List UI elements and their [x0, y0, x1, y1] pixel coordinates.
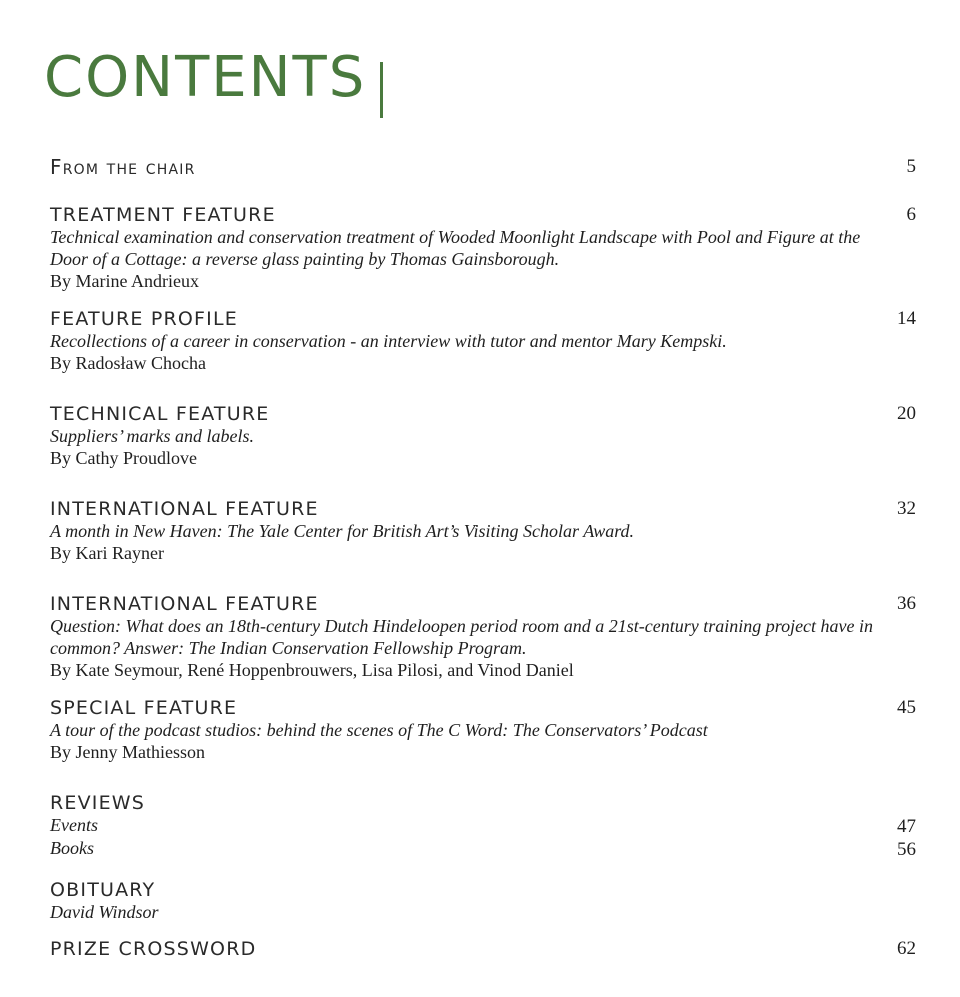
toc-entry-special-feature[interactable] [50, 697, 916, 763]
review-label: Events [50, 815, 98, 835]
review-item-books[interactable] [50, 837, 916, 860]
page-title: CONTENTS [44, 45, 367, 110]
toc-entry-from-the-chair[interactable] [50, 156, 916, 178]
toc-entry-international-feature[interactable] [50, 593, 916, 681]
entry-author: By Radosław Chocha [50, 353, 206, 373]
page-number: 6 [906, 204, 916, 225]
entry-description: A tour of the podcast studios: behind the scenes of The C Word: The Conservators’ Podcast [50, 720, 708, 740]
entry-heading: TREATMENT FEATURE [50, 204, 276, 226]
entry-heading: FEATURE PROFILE [50, 308, 238, 330]
page-number: 5 [906, 156, 916, 177]
page-number: 32 [897, 498, 916, 519]
page-number: 45 [897, 697, 916, 718]
entry-heading: SPECIAL FEATURE [50, 697, 238, 719]
entry-heading: PRIZE CROSSWORD [50, 938, 257, 960]
entry-heading: TECHNICAL FEATURE [50, 403, 270, 425]
page-number: 36 [897, 593, 916, 614]
toc-entry-prize-crossword[interactable] [50, 938, 916, 960]
entry-author: By Marine Andrieux [50, 271, 199, 291]
toc-entry-feature-profile[interactable] [50, 308, 916, 374]
page-number: 20 [897, 403, 916, 424]
entry-heading: From the chair [50, 155, 196, 179]
entry-author: By Jenny Mathiesson [50, 742, 205, 762]
entry-author: By Cathy Proudlove [50, 448, 197, 468]
toc-entry-technical-feature[interactable] [50, 403, 916, 469]
entry-heading: INTERNATIONAL FEATURE [50, 498, 319, 520]
review-item-events[interactable] [50, 814, 916, 837]
toc-entry-reviews [50, 792, 916, 860]
toc-entry-obituary[interactable] [50, 879, 916, 923]
review-label: Books [50, 838, 94, 858]
entry-heading: OBITUARY [50, 879, 156, 901]
page-number: 56 [897, 839, 916, 860]
entry-heading: REVIEWS [50, 792, 146, 814]
entry-author: By Kari Rayner [50, 543, 164, 563]
entry-heading: INTERNATIONAL FEATURE [50, 593, 319, 615]
toc-entry-treatment-feature[interactable] [50, 204, 916, 292]
page-number: 14 [897, 308, 916, 329]
page-number: 47 [897, 816, 916, 837]
entry-description: Recollections of a career in conservation - an interview with tutor and mentor Mary Kempski. [50, 331, 727, 351]
title-divider [380, 62, 383, 118]
page-number: 62 [897, 938, 916, 959]
entry-description: Question: What does an 18th-century Dutch Hindeloopen period room and a 21st-century training project have in common? Answer: The Indian Conservation Fellowship Program. [50, 616, 874, 658]
toc-entry-international-feature[interactable] [50, 498, 916, 564]
entry-description: Technical examination and conservation treatment of Wooded Moonlight Landscape with Pool and Figure at the Door of a Cottage: a reverse glass painting by Thomas Gainsborough. [50, 227, 861, 269]
entry-description: Suppliers’ marks and labels. [50, 426, 254, 446]
entry-description: David Windsor [50, 902, 159, 922]
entry-description: A month in New Haven: The Yale Center for British Art’s Visiting Scholar Award. [50, 521, 635, 541]
entry-author: By Kate Seymour, René Hoppenbrouwers, Lisa Pilosi, and Vinod Daniel [50, 660, 574, 680]
